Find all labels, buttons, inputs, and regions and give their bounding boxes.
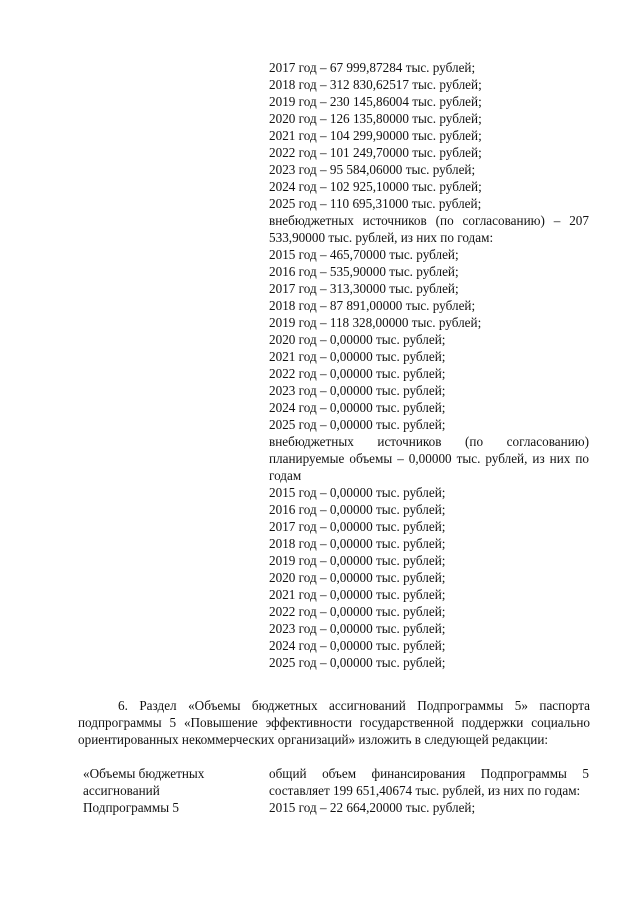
funding-line: 2023 год – 95 584,06000 тыс. рублей; bbox=[269, 162, 476, 177]
funding-line: 2017 год – 313,30000 тыс. рублей; bbox=[269, 281, 459, 296]
funding-line: 2024 год – 102 925,10000 тыс. рублей; bbox=[269, 179, 482, 194]
funding-line: 2025 год – 0,00000 тыс. рублей; bbox=[269, 417, 446, 432]
funding-by-year-block bbox=[269, 59, 589, 671]
funding-lines-a bbox=[269, 59, 589, 212]
funding-line: 2015 год – 0,00000 тыс. рублей; bbox=[269, 485, 446, 500]
passport-row-label: «Объемы бюджетных ассигнований Подпрограммы 5 bbox=[83, 766, 205, 815]
funding-line: 2016 год – 0,00000 тыс. рублей; bbox=[269, 502, 446, 517]
funding-lines-c bbox=[269, 484, 589, 671]
funding-line: 2022 год – 101 249,70000 тыс. рублей; bbox=[269, 145, 482, 160]
funding-line: 2018 год – 312 830,62517 тыс. рублей; bbox=[269, 77, 482, 92]
funding-line: 2025 год – 110 695,31000 тыс. рублей; bbox=[269, 196, 482, 211]
funding-line: 2020 год – 0,00000 тыс. рублей; bbox=[269, 570, 446, 585]
passport-total-funding: общий объем финансирования Подпрограммы 5 составляет 199 651,40674 тыс. рублей, из них по годам: bbox=[269, 766, 589, 798]
funding-line: 2024 год – 0,00000 тыс. рублей; bbox=[269, 400, 446, 415]
funding-line: 2019 год – 118 328,00000 тыс. рублей; bbox=[269, 315, 482, 330]
funding-line: 2024 год – 0,00000 тыс. рублей; bbox=[269, 638, 446, 653]
funding-line: 2016 год – 535,90000 тыс. рублей; bbox=[269, 264, 459, 279]
section-6-paragraph: 6. Раздел «Объемы бюджетных ассигнований Подпрограммы 5» паспорта подпрограммы 5 «Повышение эффективности государственной поддержки социально ориентированных некоммерческих организаций» изложить в следующей редакции: bbox=[78, 698, 590, 747]
passport-row-content bbox=[269, 765, 589, 816]
funding-line: 2023 год – 0,00000 тыс. рублей; bbox=[269, 621, 446, 636]
funding-line: 2019 год – 230 145,86004 тыс. рублей; bbox=[269, 94, 482, 109]
funding-line: 2018 год – 0,00000 тыс. рублей; bbox=[269, 536, 446, 551]
funding-line: 2015 год – 22 664,20000 тыс. рублей; bbox=[269, 800, 476, 815]
funding-line: 2022 год – 0,00000 тыс. рублей; bbox=[269, 604, 446, 619]
funding-line: 2022 год – 0,00000 тыс. рублей; bbox=[269, 366, 446, 381]
funding-line: 2017 год – 67 999,87284 тыс. рублей; bbox=[269, 60, 476, 75]
funding-line: 2023 год – 0,00000 тыс. рублей; bbox=[269, 383, 446, 398]
extrabudget-heading-1: внебюджетных источников (по согласованию) – 207 533,90000 тыс. рублей, из них по годам: bbox=[269, 213, 589, 245]
funding-line: 2019 год – 0,00000 тыс. рублей; bbox=[269, 553, 446, 568]
funding-line: 2018 год – 87 891,00000 тыс. рублей; bbox=[269, 298, 476, 313]
funding-line: 2020 год – 0,00000 тыс. рублей; bbox=[269, 332, 446, 347]
funding-line: 2021 год – 0,00000 тыс. рублей; bbox=[269, 349, 446, 364]
funding-line: 2021 год – 104 299,90000 тыс. рублей; bbox=[269, 128, 482, 143]
funding-line: 2021 год – 0,00000 тыс. рублей; bbox=[269, 587, 446, 602]
funding-line: 2025 год – 0,00000 тыс. рублей; bbox=[269, 655, 446, 670]
extrabudget-heading-2: внебюджетных источников (по согласованию) планируемые объемы – 0,00000 тыс. рублей, из них по годам bbox=[269, 434, 589, 483]
funding-line: 2015 год – 465,70000 тыс. рублей; bbox=[269, 247, 459, 262]
funding-line: 2017 год – 0,00000 тыс. рублей; bbox=[269, 519, 446, 534]
funding-line: 2020 год – 126 135,80000 тыс. рублей; bbox=[269, 111, 482, 126]
funding-lines-b bbox=[269, 246, 589, 433]
